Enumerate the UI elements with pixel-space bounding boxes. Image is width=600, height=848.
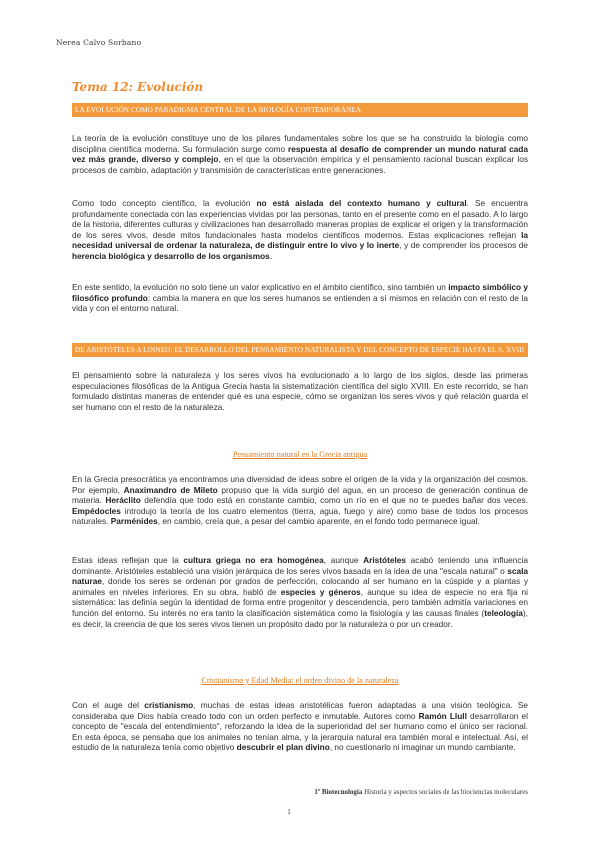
emphasis-text: Anaximandro de Mileto [123, 484, 218, 495]
emphasis-text: Heráclito [105, 495, 141, 506]
emphasis-text: no está aislada del contexto humano y cultural [256, 198, 467, 208]
page-footer [0, 788, 528, 796]
footer-subject: Historia y aspectos sociales de las biociencias moleculares [364, 788, 528, 796]
emphasis-text: especies y géneros [280, 586, 361, 597]
subheading-middle-ages: Cristianismo y Edad Media: el orden divino de la naturaleza [201, 676, 399, 685]
emphasis-text: teleología [484, 607, 523, 618]
emphasis-text: Parménides [110, 516, 158, 527]
footer-course: 1º Biotecnología [314, 788, 363, 796]
emphasis-text: respuesta al desafío de comprender un mundo natural cada vez más grande, diverso y complejo [72, 143, 528, 165]
paragraph-context: Como todo concepto científico, la evolución no está aislada del contexto humano y cultural. Se encuentra profundamente conectada con las experiencias vividas por las personas, tanto en el presente como en el pasado. A lo largo de la historia, diferentes culturas y civilizaciones han desarrollado maneras propias de explicar el origen y la transformación de los seres vivos, desde mitos fundacionales hasta modelos científicos modernos. Estas explicaciones reflejan la necesidad universal de ordenar la naturaleza, de distinguir entre lo vivo y lo inerte, y de comprender los procesos de herencia biológica y desarrollo de los organismos. [72, 198, 528, 261]
paragraph-christianity: Con el auge del cristianismo, muchas de estas ideas aristotélicas fueron adaptadas a una visión teológica. Se consideraba que Dios había creado todo con un orden perfecto e inmutable. Autores como Ramón Llull desarrollaron el concepto de "escala del entendimiento", reforzando la idea de la superioridad del ser humano como el único ser racional. En esta época, se pensaba que los animales no tenían alma, y la jerarquía natural era también moral e intelectual. Así, el estudio de la naturaleza tenía como objetivo descubrir el plan divino, no cuestionarlo ni imaginar un mundo cambiante. [72, 700, 528, 753]
emphasis-text: Ramón Llull [418, 710, 467, 721]
emphasis-text: la necesidad universal de ordenar la naturaleza, de distinguir entre lo vivo y lo inerte [72, 229, 528, 251]
page-title: Tema 12: Evolución [72, 80, 204, 94]
section-banner-aristotle-linnaeus: DE ARISTÓTELES A LINNEO: EL DESARROLLO DEL PENSAMIENTO NATURALISTA Y DEL CONCEPTO DE ESPECIE HASTA EL S. XVIII [72, 343, 528, 357]
emphasis-text: herencia biológica y desarrollo de los organismos [72, 250, 270, 261]
paragraph-aristotle: Estas ideas reflejan que la cultura griega no era homogénea, aunque Aristóteles acabó teniendo una influencia dominante. Aristóteles estableció una visión jerárquica de los seres vivos basada en la idea de una "escala natural" o scala naturae, donde los seres se ordenan por grados de perfección, colocando al ser humano en la cúspide y a plantas y animales en niveles inferiores. En su obra, habló de especies y géneros, aunque su idea de especie no era fija ni sistemática: las definía según la identidad de forma entre progenitor y descendencia, pero también admitía variaciones en función del entorno. Su interés no era tanto la clasificación sistemática como la fisiología y las causas finales (teleología), es decir, la creencia de que los seres vivos tienen un propósito dado por la naturaleza o por un creador. [72, 555, 529, 629]
author-name: Nerea Calvo Sorbano [56, 38, 142, 47]
emphasis-text: cristianismo [144, 700, 194, 710]
paragraph-presocratics: En la Grecia presocrática ya encontramos una diversidad de ideas sobre el origen de la vida y la organización del cosmos. Por ejemplo, Anaximandro de Mileto propuso que la vida surgió del agua, en un proceso de generación continua de materia. Heráclito defendía que todo está en constante cambio, como un río en el que no te puedes bañar dos veces. Empédocles introdujo la teoría de los cuatro elementos (tierra, agua, fuego y aire) como base de todos los procesos naturales. Parménides, en cambio, creía que, a pesar del cambio aparente, en el fondo todo permanece igual. [72, 474, 528, 527]
emphasis-text: Aristóteles [363, 555, 407, 565]
page-number: 1 [287, 808, 291, 816]
paragraph-intro: La teoría de la evolución constituye uno de los pilares fundamentales sobre los que se ha construido la biología como disciplina científica moderna. Su formulación surge como respuesta al desafío de comprender un mundo natural cada vez más grande, diverso y complejo, en el que la observación empírica y el pensamiento racional buscan explicar los procesos de cambio, adaptación y transmisión de características entre generaciones. [72, 133, 528, 175]
emphasis-text: Empédocles [72, 505, 121, 516]
emphasis-text: impacto simbólico y filosófico profundo [72, 282, 528, 303]
paragraph-overview: El pensamiento sobre la naturaleza y los seres vivos ha evolucionado a lo largo de los siglos, desde las primeras especulaciones filosóficas de la Antigua Grecia hasta la sistematización científica del siglo XVIII. En este recorrido, se han formulado distintas maneras de entender qué es una especie, cómo se organizan los seres vivos y qué relación guarda el ser humano con el resto de la naturaleza. [72, 370, 528, 412]
emphasis-text: cultura griega no era homogénea [183, 555, 324, 565]
emphasis-text: descubrir el plan divino [236, 742, 330, 753]
emphasis-text: scala naturae [72, 565, 528, 587]
subheading-greece: Pensamiento natural en la Grecia antigua [232, 450, 368, 459]
paragraph-impact: En este sentido, la evolución no solo tiene un valor explicativo en el ámbito científico, sino también un impacto simbólico y filosófico profundo: cambia la manera en que los seres humanos se entienden a sí mismos en relación con el resto de la vida y con el entorno natural. [72, 282, 528, 314]
section-banner-evolution: LA EVOLUCIÓN COMO PARADIGMA CENTRAL DE LA BIOLOGÍA CONTEMPORÁNEA [72, 103, 528, 117]
